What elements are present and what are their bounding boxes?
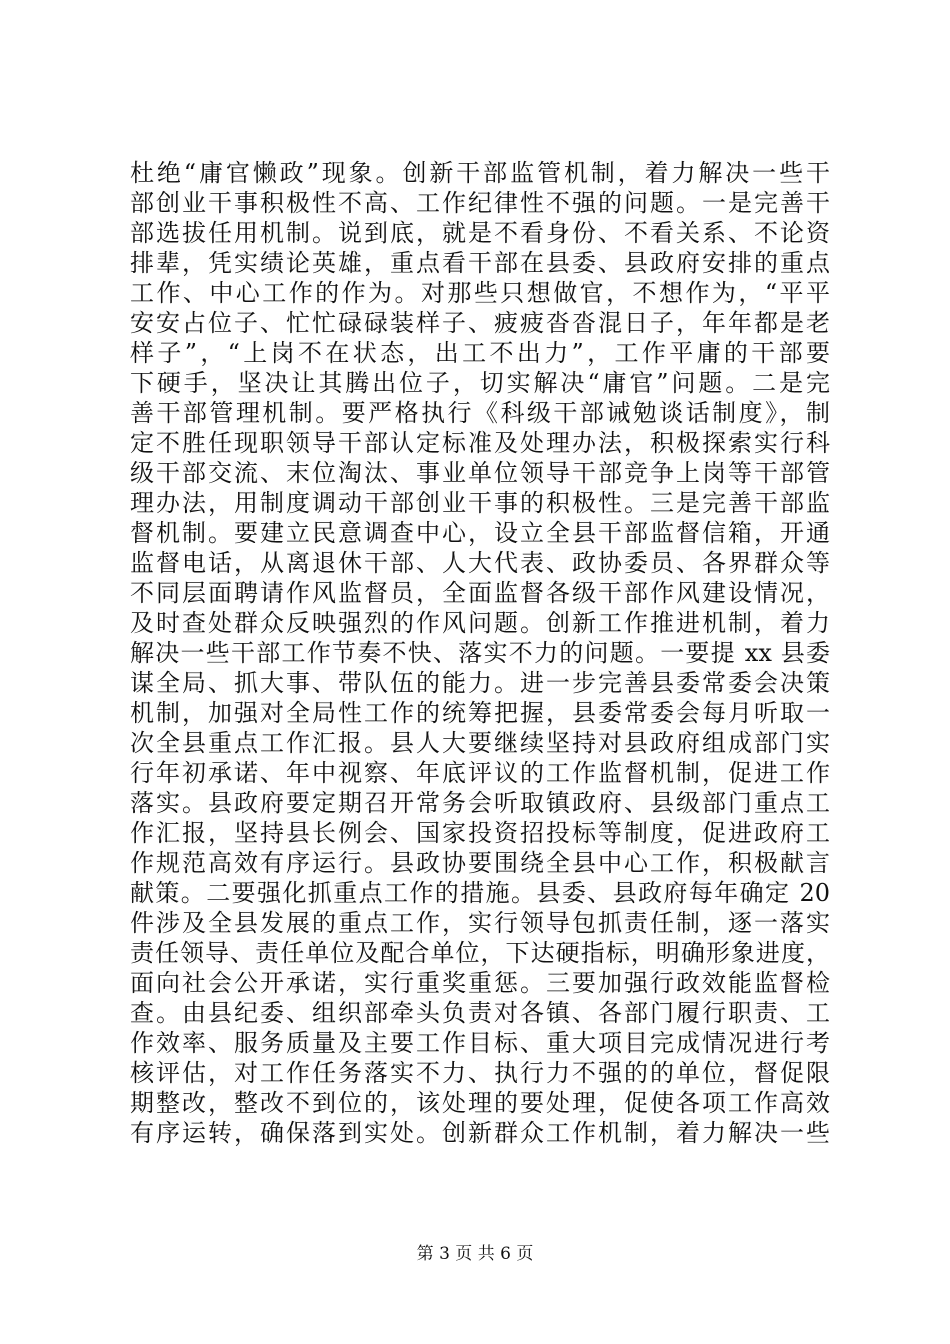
text-line: 作效率、服务质量及主要工作目标、重大项目完成情况进行考: [130, 1029, 830, 1057]
text-line: 机制，加强对全局性工作的统筹把握，县委常委会每月听取一: [130, 699, 830, 727]
text-line: 督机制。要建立民意调查中心，设立全县干部监督信箱，开通: [130, 519, 830, 547]
text-line: 工作、中心工作的作为。对那些只想做官，不想作为，“平平: [130, 279, 830, 307]
text-line: 核评估，对工作任务落实不力、执行力不强的的单位，督促限: [130, 1059, 830, 1087]
text-line: 责任领导、责任单位及配合单位，下达硬指标，明确形象进度，: [130, 939, 830, 967]
text-line: 有序运转，确保落到实处。创新群众工作机制，着力解决一些: [130, 1119, 830, 1147]
text-line: 下硬手，坚决让其腾出位子，切实解决“庸官”问题。二是完: [130, 369, 830, 397]
text-line: 及时查处群众反映强烈的作风问题。创新工作推进机制，着力: [130, 609, 830, 637]
text-line: 献策。二要强化抓重点工作的措施。县委、县政府每年确定 20: [130, 879, 830, 907]
text-line: 定不胜任现职领导干部认定标准及处理办法，积极探索实行科: [130, 429, 830, 457]
text-line: 作汇报，坚持县长例会、国家投资招投标等制度，促进政府工: [130, 819, 830, 847]
text-line: 次全县重点工作汇报。县人大要继续坚持对县政府组成部门实: [130, 729, 830, 757]
text-line: 部选拔任用机制。说到底，就是不看身份、不看关系、不论资: [130, 219, 830, 247]
text-line: 安安占位子、忙忙碌碌装样子、疲疲沓沓混日子，年年都是老: [130, 309, 830, 337]
text-line: 解决一些干部工作节奏不快、落实不力的问题。一要提 xx 县委: [130, 639, 830, 667]
text-line: 作规范高效有序运行。县政协要围绕全县中心工作，积极献言: [130, 849, 830, 877]
text-line: 部创业干事积极性不高、工作纪律性不强的问题。一是完善干: [130, 189, 830, 217]
text-line: 件涉及全县发展的重点工作，实行领导包抓责任制，逐一落实: [130, 909, 830, 937]
text-line: 级干部交流、末位淘汰、事业单位领导干部竞争上岗等干部管: [130, 459, 830, 487]
text-line: 行年初承诺、年中视察、年底评议的工作监督机制，促进工作: [130, 759, 830, 787]
text-line: 面向社会公开承诺，实行重奖重惩。三要加强行政效能监督检: [130, 969, 830, 997]
text-line: 排辈，凭实绩论英雄，重点看干部在县委、县政府安排的重点: [130, 249, 830, 277]
text-line: 查。由县纪委、组织部牵头负责对各镇、各部门履行职责、工: [130, 999, 830, 1027]
text-line: 善干部管理机制。要严格执行《科级干部诫勉谈话制度》，制: [130, 399, 830, 427]
page-footer: 第 3 页 共 6 页: [416, 1244, 534, 1264]
body-text: [130, 158, 830, 1148]
text-line: 谋全局、抓大事、带队伍的能力。进一步完善县委常委会决策: [130, 669, 830, 697]
text-line: 不同层面聘请作风监督员，全面监督各级干部作风建设情况，: [130, 579, 830, 607]
text-line: 落实。县政府要定期召开常务会听取镇政府、县级部门重点工: [130, 789, 830, 817]
text-line: 理办法，用制度调动干部创业干事的积极性。三是完善干部监: [130, 489, 830, 517]
text-line: 杜绝“庸官懒政”现象。创新干部监管机制，着力解决一些干: [130, 159, 830, 187]
text-line: 期整改，整改不到位的，该处理的要处理，促使各项工作高效: [130, 1089, 830, 1117]
text-line: 监督电话，从离退休干部、人大代表、政协委员、各界群众等: [130, 549, 830, 577]
text-line: 样子”，“上岗不在状态，出工不出力”，工作平庸的干部要: [130, 339, 830, 367]
